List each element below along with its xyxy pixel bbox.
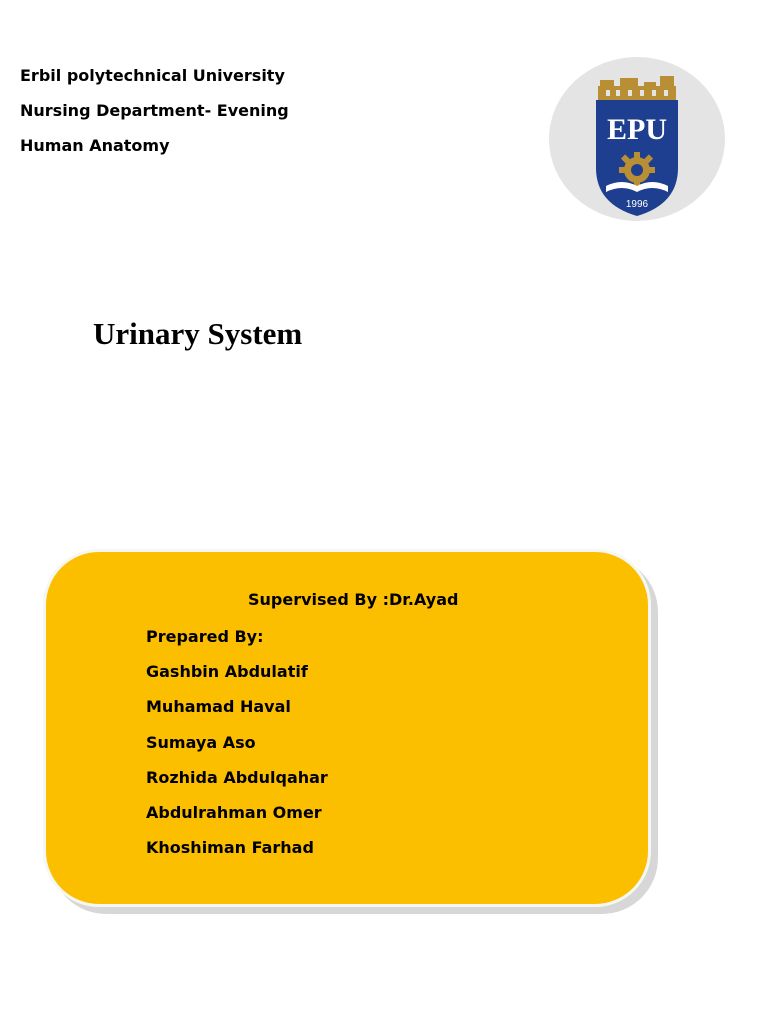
institution-header: [20, 58, 289, 163]
team-member: Muhamad Haval: [146, 697, 291, 717]
team-member: Rozhida Abdulqahar: [146, 767, 328, 787]
team-member: Gashbin Abdulatif: [146, 662, 308, 682]
supervisor-line: Supervised By :Dr.Ayad: [248, 590, 459, 609]
document-title: Urinary System: [93, 316, 303, 351]
department-name: Nursing Department- Evening: [20, 101, 289, 120]
prepared-by-label: Prepared By:: [146, 627, 264, 646]
prepared-by-list: [146, 619, 328, 865]
logo-year: 1996: [625, 199, 649, 210]
team-member: Sumaya Aso: [146, 732, 256, 752]
university-name: Erbil polytechnical University: [20, 66, 285, 85]
team-member: Khoshiman Farhad: [146, 838, 314, 858]
team-member: Abdulrahman Omer: [146, 802, 322, 822]
logo-text: EPU: [607, 113, 667, 146]
course-name: Human Anatomy: [20, 136, 170, 155]
epu-logo: [548, 56, 726, 222]
